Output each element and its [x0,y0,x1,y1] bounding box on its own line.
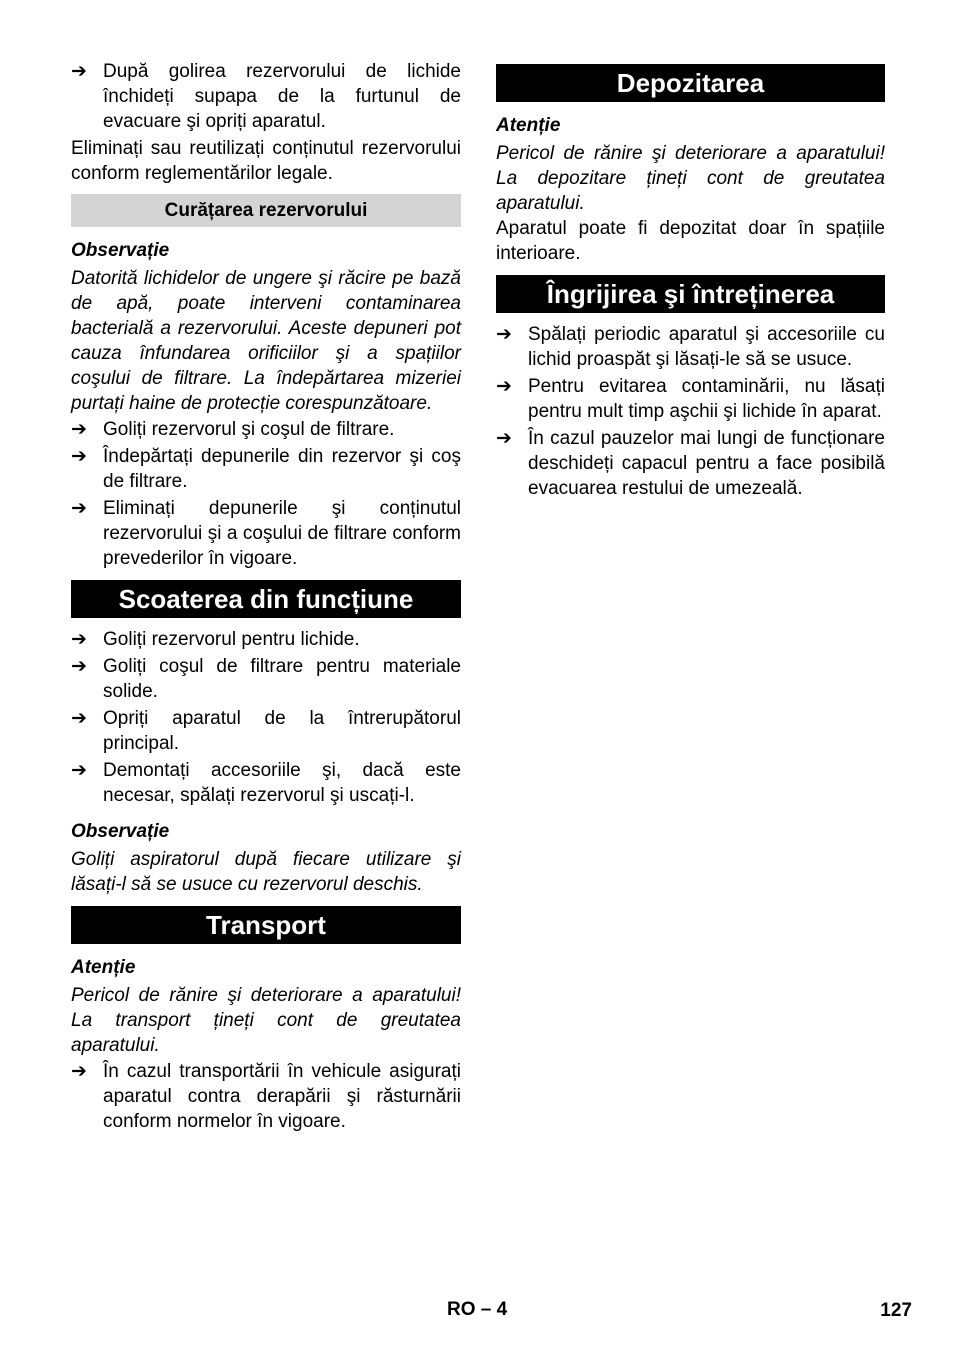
body-text: Aparatul poate fi depozitat doar în spațiile interioare. [496,218,885,264]
left-column [71,58,461,1136]
footer-section-code [447,1297,507,1322]
bullet-text: În cazul transportării în vehicule asigurați aparatul contra derapării şi răsturnării conform normelor în vigoare. [103,1061,461,1132]
bullet-text: Pentru evitarea contaminării, nu lăsați pentru mult timp aşchii şi lichide în aparat. [528,376,885,422]
arrow-right-icon: ➔ [496,428,512,449]
arrow-right-icon: ➔ [71,1061,87,1082]
bullet-text: Spălați periodic aparatul şi accesoriile cu lichid proaspăt şi lăsați-le să se usuce. [528,324,885,370]
note-label: Observație [71,240,170,261]
arrow-right-icon: ➔ [71,419,87,440]
right-column [496,55,885,503]
bullet-text: După golirea rezervorului de lichide închideți supapa de la furtunul de evacuare şi opriți aparatul. [103,61,461,132]
section-heading: Scoaterea din funcțiune [71,580,461,618]
bullet-text: Eliminați depunerile şi conținutul rezervorului şi a coşului de filtrare conform prevederilor în vigoare. [103,498,461,569]
section-heading: Transport [71,906,461,944]
note-text: Pericol de rănire şi deteriorare a aparatului! La transport țineți cont de greutatea aparatului. [71,985,461,1056]
section-heading: Îngrijirea şi întreținerea [496,275,885,313]
list-item [496,322,885,372]
arrow-right-icon: ➔ [71,708,87,729]
footer-section-page: 4 [496,1299,508,1320]
arrow-right-icon: ➔ [496,376,512,397]
note-text: Pericol de rănire şi deteriorare a aparatului! La depozitare țineți cont de greutatea aparatului. [496,143,885,214]
note-text: Goliți aspiratorul după fiecare utilizare şi lăsați-l să se usuce cu rezervorul deschis. [71,849,461,895]
arrow-right-icon: ➔ [71,760,87,781]
arrow-right-icon: ➔ [496,324,512,345]
list-item [71,496,461,571]
bullet-text: Îndepărtați depunerile din rezervor şi coş de filtrare. [103,446,461,492]
page-number: 127 [880,1300,912,1321]
bullet-text: Goliți rezervorul şi coşul de filtrare. [103,419,395,440]
section-heading: Depozitarea [496,64,885,102]
bullet-text: În cazul pauzelor mai lungi de funcționare deschideți capacul pentru a face posibilă evacuarea restului de umezeală. [528,428,885,499]
list-item [71,59,461,134]
bullet-text: Goliți coşul de filtrare pentru materiale solide. [103,656,461,702]
arrow-right-icon: ➔ [71,656,87,677]
note-label: Atenție [71,957,136,978]
list-item [71,627,461,652]
subsection-heading: Curățarea rezervorului [71,194,461,227]
arrow-right-icon: ➔ [71,498,87,519]
bullet-text: Opriți aparatul de la întrerupătorul principal. [103,708,461,754]
arrow-right-icon: ➔ [71,61,87,82]
list-item [71,1059,461,1134]
footer-lang: RO [447,1299,476,1320]
bullet-text: Goliți rezervorul pentru lichide. [103,629,360,650]
list-item [496,374,885,424]
note-text: Datorită lichidelor de ungere şi răcire pe bază de apă, poate interveni contaminarea bacterială a rezervorului. Aceste depuneri pot cauza înfundarea orificiilor şi a spațiilor coşului de filtrare. La îndepărtarea mizeriei purtați haine de protecție corespunzătoare. [71,268,461,414]
note-label: Atenție [496,115,561,136]
note-label: Observație [71,821,170,842]
list-item [71,758,461,808]
bullet-text: Demontați accesoriile şi, dacă este necesar, spălați rezervorul şi uscați-l. [103,760,461,806]
list-item [71,444,461,494]
list-item [71,706,461,756]
footer-dash: – [480,1299,492,1320]
arrow-right-icon: ➔ [71,629,87,650]
body-text: Eliminați sau reutilizați conținutul rezervorului conform reglementărilor legale. [71,138,461,184]
list-item [71,417,461,442]
arrow-right-icon: ➔ [71,446,87,467]
list-item [71,654,461,704]
list-item [496,426,885,501]
